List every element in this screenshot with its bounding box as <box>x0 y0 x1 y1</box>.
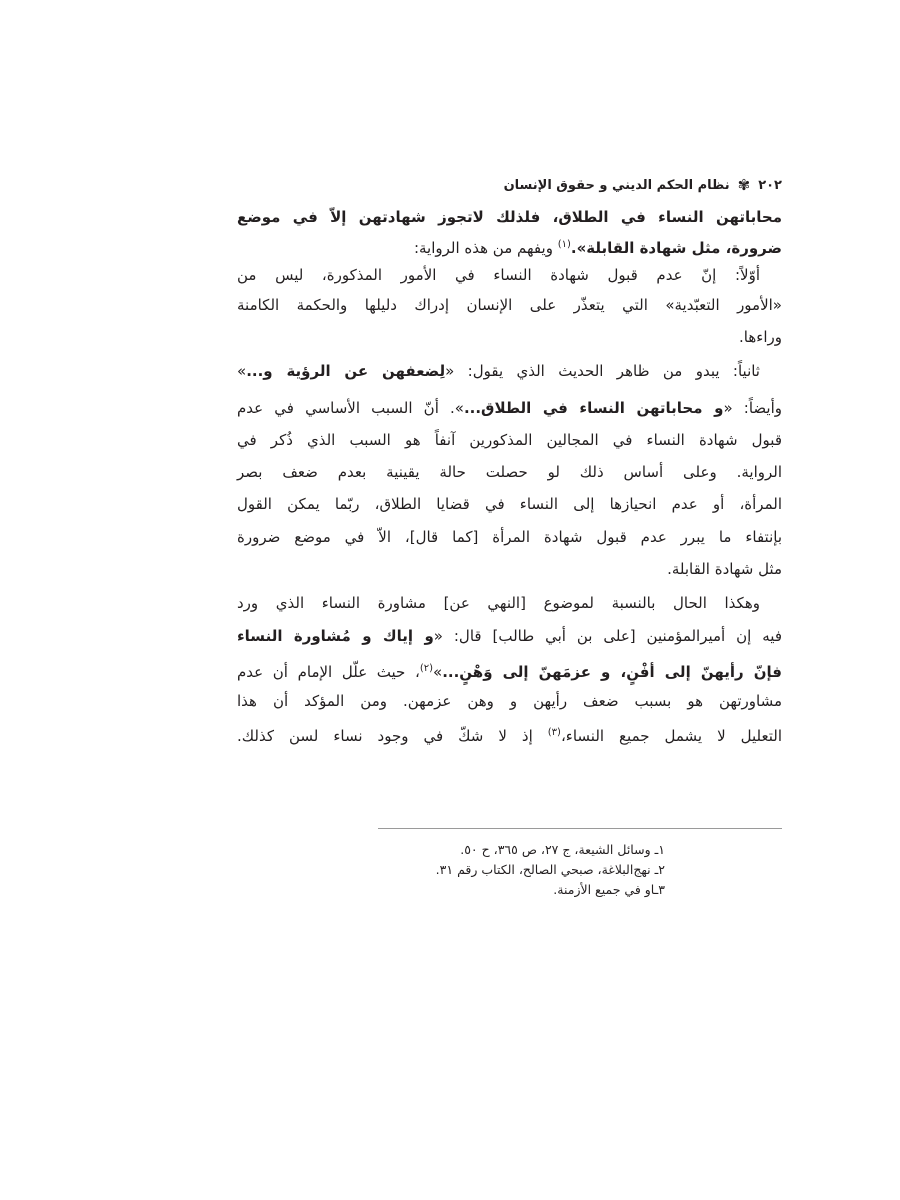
text-line <box>237 690 782 712</box>
text-segment: بإنتفاء ما يبرر عدم قبول شهادة المرأة [كما قال]، الاّ في موضع ضرورة <box>237 528 782 546</box>
text-line <box>237 558 782 580</box>
text-segment: ، حيث علّل الإمام أن عدم <box>237 663 420 681</box>
text-line <box>237 360 782 382</box>
text-segment: إذ لا شكّ في وجود نساء لسن كذلك. <box>237 727 548 745</box>
footnote-reference: (٣) <box>547 727 561 738</box>
bold-quote-text: ضرورة، مثل شهادة القابلة». <box>570 239 782 257</box>
footnote-1: ١ـ وسائل الشيعة، ج ٢٧، ص ٣٦٥، ح ٥٠. <box>460 842 665 857</box>
page-number: ٢٠٢ <box>758 177 782 193</box>
bold-quote-text: و إياك و مُشاورة النساء <box>237 627 434 645</box>
bold-quote-text: و محاباتهن النساء في الطلاق... <box>463 399 724 417</box>
footnote-reference: (٢) <box>419 663 434 674</box>
text-line <box>237 234 782 259</box>
text-segment: وراءها. <box>739 328 782 346</box>
text-line <box>237 264 782 286</box>
text-segment: وأيضاً: « <box>723 399 782 417</box>
text-segment: التعليل لا يشمل جميع النساء، <box>560 727 783 745</box>
text-line <box>237 722 782 747</box>
star-ornament-icon: ✾ <box>737 176 751 194</box>
text-segment: ويفهم من هذه الرواية: <box>413 239 558 257</box>
text-line <box>237 493 782 515</box>
text-segment: قبول شهادة النساء في المجالين المذكورين آنفاً هو السبب الذي ذُكر في <box>237 431 782 449</box>
text-segment: فيه إن أميرالمؤمنين [على بن أبي طالب] قال: « <box>433 627 782 645</box>
text-segment: مشاورتهن هو بسبب ضعف رأيهن و وهن عزمهن. ومن المؤكد أن هذا <box>237 692 782 710</box>
text-segment: » <box>433 663 443 681</box>
running-title: نظام الحكم الديني و حقوق الإنسان <box>503 177 730 193</box>
footnote-reference: (١) <box>557 239 571 250</box>
bold-quote-text: محاباتهن النساء في الطلاق، فلذلك لاتجوز شهادتهن إلاّ في موضع <box>237 208 782 226</box>
text-segment: ثانياً: يبدو من ظاهر الحديث الذي يقول: « <box>445 362 760 380</box>
text-line <box>237 625 782 647</box>
footnote-2: ٢ـ نهج‌البلاغة، صبحي الصالح، الكتاب رقم ٣١. <box>435 862 665 877</box>
text-segment: المرأة، أو عدم انحيازها إلى النساء في قضايا الطلاق، ربّما يمكن القول <box>237 495 782 513</box>
footnote-3: ٣ـاو في جميع الأزمنة. <box>553 882 665 897</box>
text-segment: مثل شهادة القابلة. <box>667 560 782 578</box>
running-header <box>504 176 782 194</box>
text-line <box>237 429 782 451</box>
text-line <box>237 526 782 548</box>
bold-quote-text: فإنّ رأيهنّ إلى أفْنٍ، و عزمَهنّ إلى وَهْنٍ... <box>442 663 782 681</box>
text-line <box>237 658 782 683</box>
text-line <box>237 592 782 614</box>
text-segment: أوّلاً: إنّ عدم قبول شهادة النساء في الأمور المذكورة، ليس من <box>237 266 760 284</box>
text-segment: الرواية. وعلى أساس ذلك لو حصلت حالة يقينية بعدم ضعف بصر <box>237 463 782 481</box>
text-line <box>237 397 782 419</box>
text-line <box>237 206 782 228</box>
text-segment: ». أنّ السبب الأساسي في عدم <box>237 399 464 417</box>
bold-quote-text: لِضعفهن عن الرؤية و... <box>246 362 446 380</box>
footnote-divider <box>378 828 782 829</box>
text-segment: «الأمور التعبّدية» التي يتعذّر على الإنسان إدراك دليلها والحكمة الكامنة <box>237 296 782 314</box>
text-segment: » <box>237 362 247 380</box>
text-line <box>237 294 782 316</box>
text-segment: وهكذا الحال بالنسبة لموضوع [النهي عن] مشاورة النساء الذي ورد <box>237 594 760 612</box>
text-line <box>237 461 782 483</box>
text-line <box>237 326 782 348</box>
